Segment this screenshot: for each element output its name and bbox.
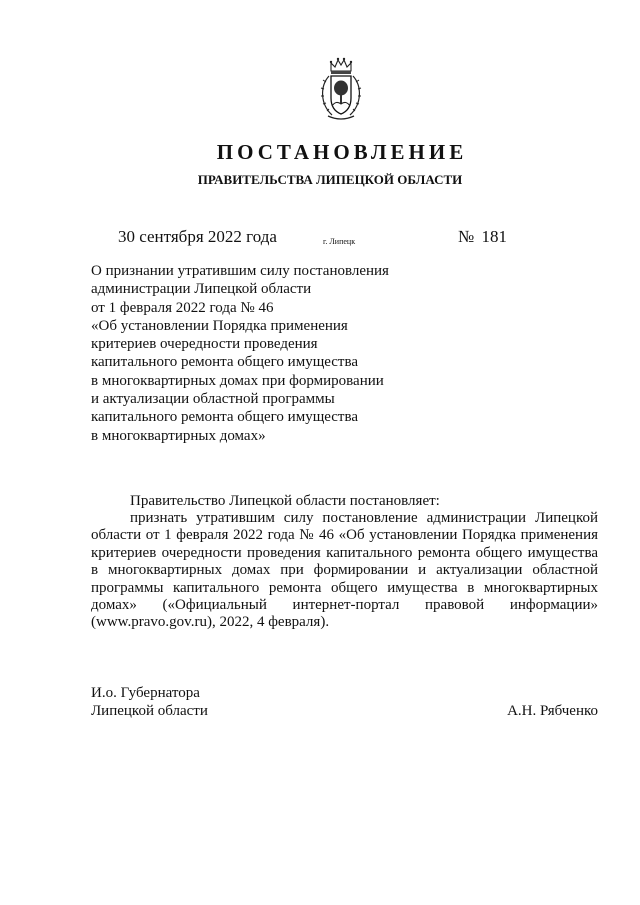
document-subtitle: ПРАВИТЕЛЬСТВА ЛИПЕЦКОЙ ОБЛАСТИ [197,172,463,187]
body-line: (www.pravo.gov.ru), 2022, 4 февраля). [91,614,330,631]
heading-line: администрации Липецкой области [91,281,312,298]
body-line: в многоквартирных домах при формировании и актуализации областной [91,562,598,579]
coat-of-arms-icon [316,56,366,124]
heading-line: «Об установлении Порядка применения [91,317,348,334]
document-number: № 181 [458,227,507,246]
heading-line: в многоквартирных домах» [91,427,266,444]
body-line: области от 1 февраля 2022 года № 46 «Об установлении Порядка применения [91,527,598,544]
document-heading [91,262,491,445]
document-place: г. Липецк [323,237,356,246]
body-paragraph [91,510,598,632]
signature-position-line: И.о. Губернатора [91,685,200,701]
body-line: признать утратившим силу постановление администрации Липецкой [130,510,598,526]
body-line: программы капитального ремонта общего имущества в многоквартирных [91,579,598,596]
signature-name: А.Н. Рябченко [507,703,598,719]
heading-line: в многоквартирных домах при формировании [91,372,384,389]
body-line: критериев очередности проведения капитального ремонта общего имущества [91,544,598,561]
preamble-paragraph: Правительство Липецкой области постановляет: [130,493,440,509]
document-title: ПОСТАНОВЛЕНИЕ [216,140,468,164]
heading-line: капитального ремонта общего имущества [91,354,359,371]
heading-line: и актуализации областной программы [91,391,335,408]
heading-line: капитального ремонта общего имущества [91,409,359,426]
signature-position [91,684,208,720]
signature-position-line: Липецкой области [91,703,208,719]
heading-line: О признании утратившим силу постановления [91,263,389,279]
heading-line: от 1 февраля 2022 года № 46 [91,299,274,316]
body-line: домах» («Официальный интернет-портал правовой информации» [91,596,598,613]
document-date: 30 сентября 2022 года [118,227,277,246]
heading-line: критериев очередности проведения [91,336,318,353]
